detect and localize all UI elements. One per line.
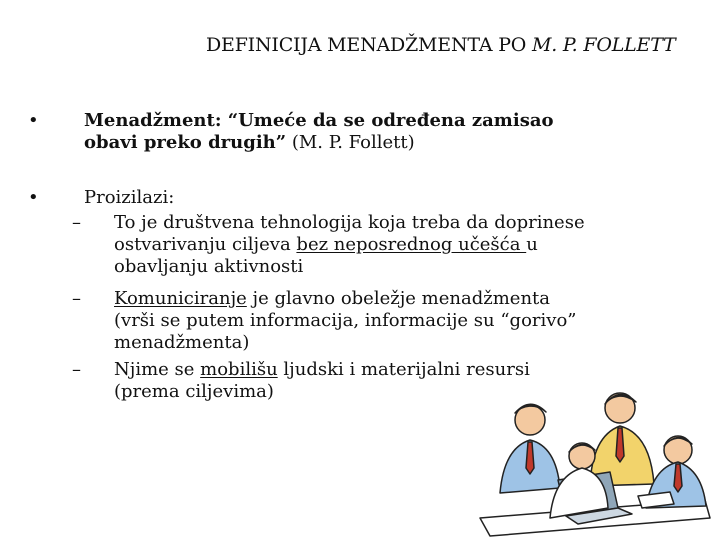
sub-text: je glavno obeležje menadžmenta — [246, 288, 551, 309]
underlined-text: Komuniciranje — [114, 288, 247, 309]
sub-text: ljudski i materijalni resursi — [277, 359, 530, 380]
business-meeting-clipart-icon — [470, 368, 715, 538]
sub-text: ostvarivanju ciljeva — [114, 234, 297, 255]
sub-dash: – — [72, 288, 81, 309]
bullet-definition — [84, 110, 604, 154]
definition-line1: Menadžment: “Umeće da se određena zamisao — [84, 110, 554, 131]
sub-dash: – — [72, 359, 81, 380]
bullet-marker: • — [28, 110, 39, 131]
slide-title-main: DEFINICIJA MENADŽMENTA PO — [206, 34, 532, 56]
slide-title-italic: M. P. FOLLETT — [532, 34, 676, 56]
sub-item-komuniciranje — [114, 288, 634, 354]
bullet-proizilazi: Proizilazi: — [84, 187, 175, 208]
sub-line: (prema ciljevima) — [114, 381, 274, 402]
underlined-text: mobilišu — [200, 359, 278, 380]
slide-title — [206, 34, 716, 56]
sub-line: menadžmenta) — [114, 332, 250, 353]
definition-line2-bold: obavi preko drugih” — [84, 132, 287, 153]
sub-dash: – — [72, 212, 81, 233]
sub-line: (vrši se putem informacija, informacije su “gorivo” — [114, 310, 577, 331]
underlined-text: bez neposrednog učešća — [296, 234, 527, 255]
sub-line: To je društvena tehnologija koja treba da doprinese — [114, 212, 585, 233]
sub-item-drustvena-tehnologija — [114, 212, 634, 278]
sub-line: obavljanju aktivnosti — [114, 256, 304, 277]
sub-text: u — [526, 234, 538, 255]
definition-author: (M. P. Follett) — [286, 132, 415, 153]
bullet-marker: • — [28, 187, 39, 208]
sub-text: Njime se — [114, 359, 201, 380]
